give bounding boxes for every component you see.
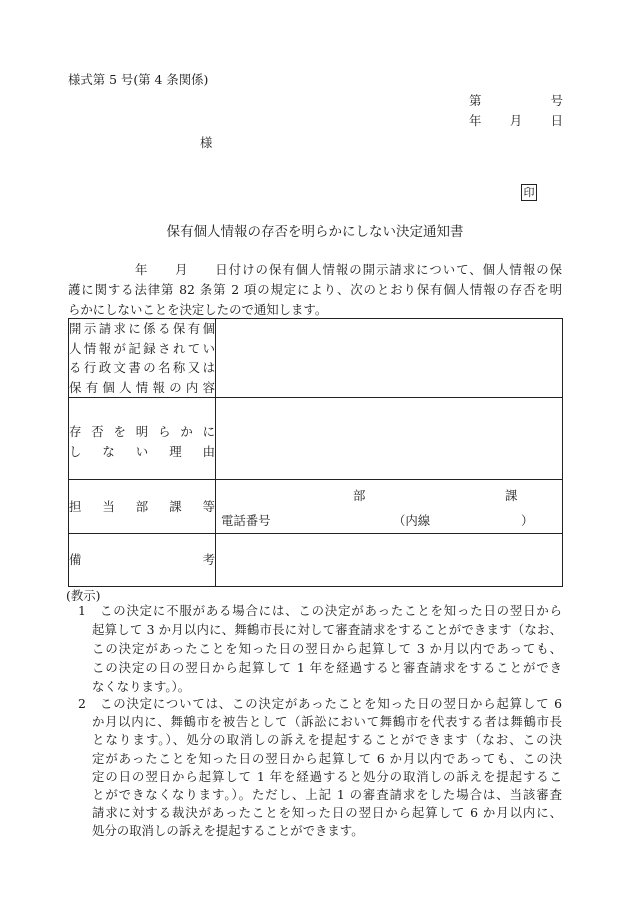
seal-mark: 印 (521, 184, 537, 201)
row-reason (69, 398, 563, 480)
value-requested-documents (216, 319, 563, 398)
label-line: 担当部課等 (69, 498, 215, 514)
form-label: 様式第 5 号(第 4 条関係) (68, 72, 209, 87)
document-date-line: 年 月 日 (469, 113, 563, 128)
value-reason (216, 398, 563, 480)
notice-line: 定の日の翌日から起算して 1 年を経過すると処分の取消しの訴えを提起するこ (92, 768, 562, 784)
notice-item (78, 695, 562, 841)
label-line: しない理由 (69, 444, 215, 459)
row-department (69, 480, 563, 534)
label-line: 人情報が記録されてい (69, 340, 215, 356)
decision-table (68, 318, 563, 587)
notice-line: 処分の取消しの訴えを提起することができます。 (92, 823, 364, 839)
notice-line-text: この決定については、この決定があったことを知った日の翌日から起算して 6 (100, 696, 562, 711)
section-suffix: 課 (505, 488, 518, 503)
notice-line (78, 601, 562, 620)
notice-line (78, 695, 562, 713)
phone-label: 電話番号 (221, 513, 271, 528)
extension-close: ） (521, 513, 534, 528)
label-remarks (69, 534, 216, 587)
notice-line-text: この決定に不服がある場合には、この決定があったことを知った日の翌日から (100, 603, 562, 618)
label-line: 存否を明らかに (69, 424, 215, 439)
notice-line: なくなります。）。 (92, 679, 191, 694)
label-requested-documents (69, 319, 216, 398)
value-remarks (216, 534, 563, 587)
notice-line: この決定の日の翌日から起算して 1 年を経過すると審査請求をすることができ (92, 660, 562, 675)
row-remarks (69, 534, 563, 587)
notice-item-number: 1 (78, 603, 86, 618)
body-line: 護に関する法律第 82 条第 2 項の規定により、次のとおり保有個人情報の存否を明 (68, 282, 562, 297)
notice-line: か月以内に、舞鶴市を被告として（訴訟において舞鶴市を代表する者は舞鶴市長 (92, 714, 562, 730)
notice-line: 定があったことを知った日の翌日から起算して 6 か月以内であっても、この決 (92, 750, 562, 766)
document-title: 保有個人情報の存否を明らかにしない決定通知書 (166, 224, 464, 240)
notice-line: この決定があったことを知った日の翌日から起算して 3 か月以内であっても、 (92, 641, 562, 656)
notice-line: とができなくなります。）。ただし、上記 1 の審査請求をした場合は、当該審査 (92, 786, 562, 802)
label-line: 開示請求に係る保有個 (69, 321, 215, 336)
notice-line: となります。）、処分の取消しの訴えを提起することができます（なお、この決 (92, 732, 562, 748)
notice-heading: (教示) (66, 588, 101, 603)
notice-line: 請求に対する裁決があったことを知った日の翌日から起算して 6 か月以内に、 (92, 805, 562, 821)
label-line: る行政文書の名称又は (69, 360, 215, 375)
extension-open: （内線 (393, 513, 431, 528)
label-department (69, 480, 216, 534)
label-line: 備考 (69, 552, 215, 567)
row-requested-documents (69, 319, 563, 398)
notice-line: 起算して 3 か月以内に、舞鶴市長に対して審査請求をすることができます（なお、 (92, 622, 562, 637)
label-line: 保有個人情報の内容 (69, 379, 215, 395)
notice-item-number: 2 (78, 696, 86, 711)
value-department (216, 480, 563, 534)
label-reason (69, 398, 216, 480)
document-number-line: 第 号 (469, 93, 563, 108)
addressee-suffix: 様 (200, 135, 213, 150)
notice-item (78, 601, 562, 696)
body-paragraph (68, 260, 562, 320)
body-line: らかにしないことを決定したので通知します。 (68, 302, 328, 317)
department-suffix: 部 (353, 488, 366, 503)
body-line: 年 月 日付けの保有個人情報の開示請求について、個人情報の保 (68, 262, 562, 277)
